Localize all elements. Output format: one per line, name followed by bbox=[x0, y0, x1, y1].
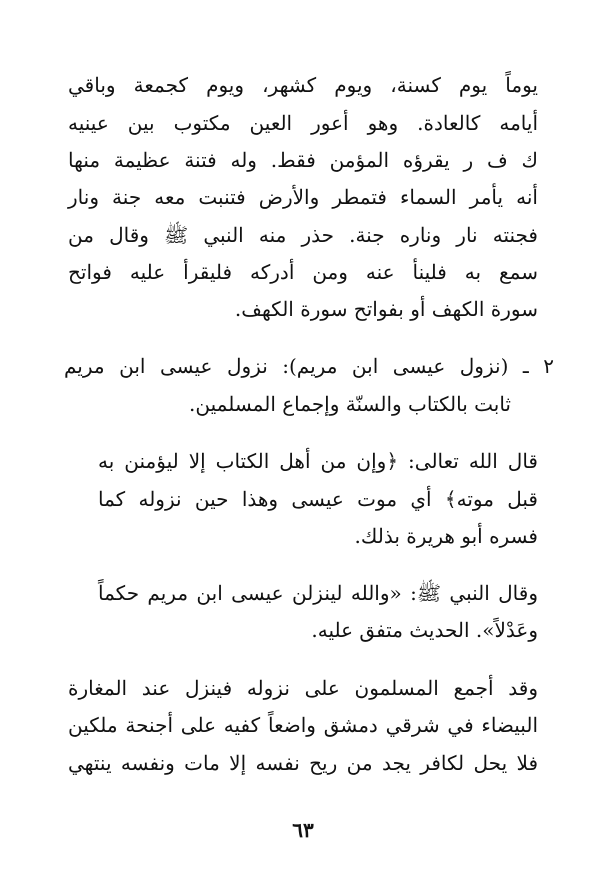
paragraph-4-line-2: وعَدْلاً». الحديث متفق عليه. bbox=[311, 618, 538, 642]
paragraph-3-line-3: فسره أبو هريرة بذلك. bbox=[354, 524, 538, 548]
paragraph-2-line-1: ٢ ـ (نزول عيسى ابن مريم): نزول عيسى ابن مريم bbox=[64, 354, 554, 378]
paragraph-3-line-2: قبل موته﴾ أي موت عيسى وهذا حين نزوله كما bbox=[98, 487, 538, 511]
paragraph-1-line-2: أيامه كالعادة. وهو أعور العين مكتوب بين عينيه bbox=[68, 111, 538, 135]
paragraph-1-line-5: فجنته نار وناره جنة. حذر منه النبي ﷺ وقال من bbox=[68, 223, 538, 247]
paragraph-5-line-2: البيضاء في شرقي دمشق واضعاً كفيه على أجنحة ملكين bbox=[68, 713, 538, 737]
paragraph-3-line-1: قال الله تعالى: ﴿وإن من أهل الكتاب إلا ليؤمنن به bbox=[98, 449, 538, 473]
paragraph-5-line-3: فلا يحل لكافر يجد من ريح نفسه إلا مات ونفسه ينتهي bbox=[68, 751, 538, 775]
paragraph-1-line-1: يوماً يوم كسنة، ويوم كشهر، ويوم كجمعة وباقي bbox=[68, 73, 538, 97]
paragraph-1-line-6: سمع به فلينأ عنه ومن أدركه فليقرأ عليه فواتح bbox=[68, 260, 538, 284]
paragraph-5-line-1: وقد أجمع المسلمون على نزوله فينزل عند المغارة bbox=[68, 676, 538, 700]
paragraph-1-line-7: سورة الكهف أو بفواتح سورة الكهف. bbox=[234, 297, 538, 321]
paragraph-1-line-3: ك ف ر يقرؤه المؤمن فقط. وله فتنة عظيمة منها bbox=[68, 148, 538, 172]
paragraph-1-line-4: أنه يأمر السماء فتمطر والأرض فتنبت معه جنة ونار bbox=[68, 185, 538, 209]
page-number: ٦٣ bbox=[292, 818, 314, 842]
paragraph-2-line-2: ثابت بالكتاب والسنّة وإجماع المسلمين. bbox=[189, 392, 511, 416]
paragraph-4-line-1: وقال النبي ﷺ: «والله لينزلن عيسى ابن مريم حكماً bbox=[98, 581, 538, 605]
